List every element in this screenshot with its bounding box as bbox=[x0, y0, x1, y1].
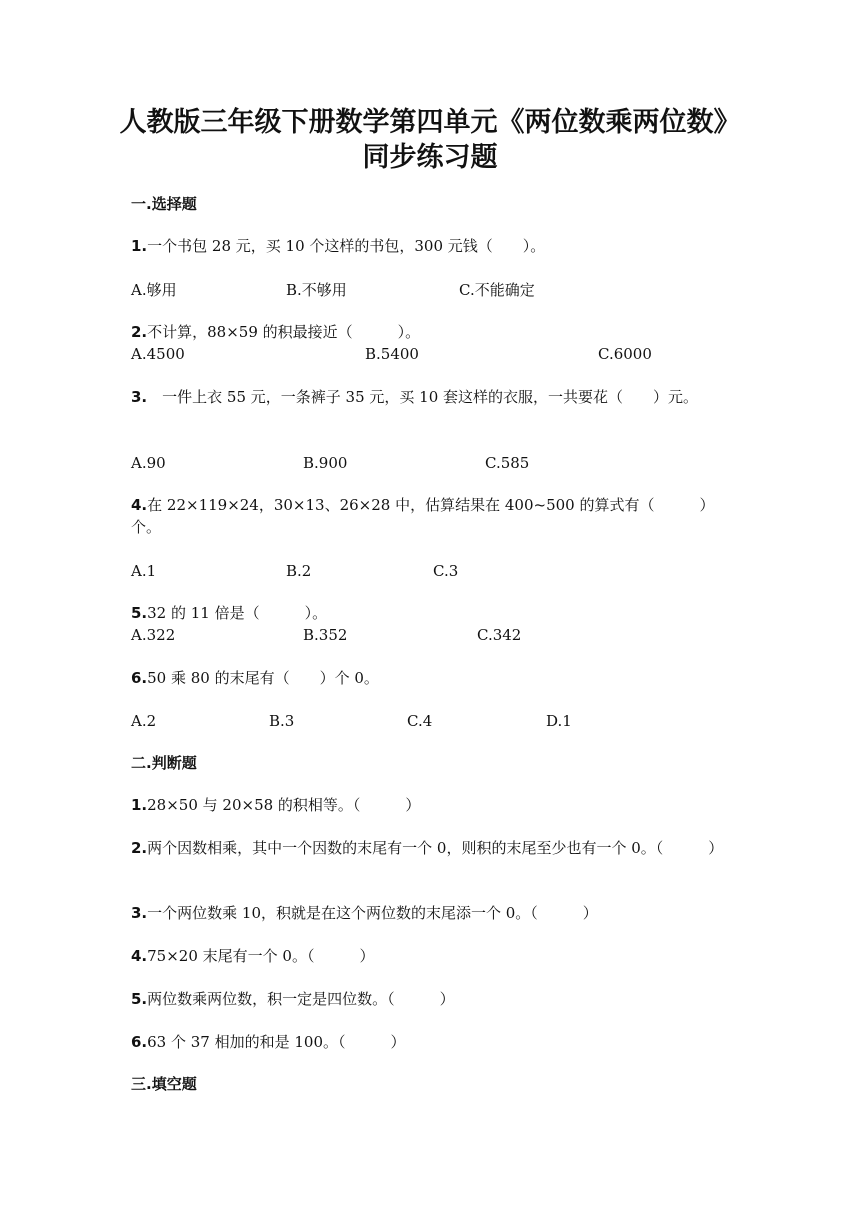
option-c: C.4 bbox=[407, 712, 433, 730]
question-text: 一件上衣 55 元，一条裤子 35 元，买 10 套这样的衣服，一共要花（ ）元。 bbox=[147, 388, 699, 406]
option-b: B.3 bbox=[269, 712, 295, 730]
question-number: 4. bbox=[131, 947, 148, 965]
question-text: 在 22×119×24，30×13、26×28 中，估算结果在 400~500 的算式有（ ）个。 bbox=[131, 496, 715, 536]
question-number: 5. bbox=[131, 604, 148, 622]
question-text: 75×20 末尾有一个 0。（ ） bbox=[147, 947, 375, 965]
question-number: 2. bbox=[131, 839, 148, 857]
question-number: 6. bbox=[131, 669, 148, 687]
question bbox=[131, 794, 741, 816]
section-heading-choice: 一.选择题 bbox=[131, 195, 197, 213]
question-text: 28×50 与 20×58 的积相等。（ ） bbox=[147, 796, 421, 814]
option-a: A.90 bbox=[131, 454, 166, 472]
question-number: 1. bbox=[131, 237, 148, 255]
option-b: B.900 bbox=[303, 454, 348, 472]
section-heading-fill-in: 三.填空题 bbox=[131, 1075, 197, 1093]
question-number: 5. bbox=[131, 990, 148, 1008]
option-b: B.5400 bbox=[365, 345, 419, 363]
question-number: 4. bbox=[131, 496, 148, 514]
option-d: D.1 bbox=[546, 712, 572, 730]
page-title-line-1: 人教版三年级下册数学第四单元《两位数乘两位数》 bbox=[119, 107, 741, 138]
question bbox=[131, 1031, 741, 1053]
question-text: 两位数乘两位数，积一定是四位数。（ ） bbox=[147, 990, 455, 1008]
question-number: 3. bbox=[131, 904, 148, 922]
option-b: B.352 bbox=[303, 626, 348, 644]
option-a: A.2 bbox=[131, 712, 157, 730]
option-a: A.够用 bbox=[131, 281, 177, 299]
question bbox=[131, 386, 741, 408]
question-number: 6. bbox=[131, 1033, 148, 1051]
question-text: 63 个 37 相加的和是 100。（ ） bbox=[147, 1033, 406, 1051]
section-heading-judgement: 二.判断题 bbox=[131, 754, 197, 772]
question-text: 不计算，88×59 的积最接近（ ）。 bbox=[147, 323, 421, 341]
option-b: B.不够用 bbox=[286, 281, 347, 299]
question-text: 32 的 11 倍是（ ）。 bbox=[147, 604, 328, 622]
option-b: B.2 bbox=[286, 562, 312, 580]
option-a: A.1 bbox=[131, 562, 157, 580]
option-a: A.4500 bbox=[131, 345, 185, 363]
option-c: C.6000 bbox=[598, 345, 652, 363]
question bbox=[131, 494, 741, 538]
question bbox=[131, 945, 741, 967]
option-c: C.342 bbox=[477, 626, 522, 644]
question bbox=[131, 902, 741, 924]
question-text: 一个书包 28 元，买 10 个这样的书包，300 元钱（ ）。 bbox=[147, 237, 546, 255]
question-text: 50 乘 80 的末尾有（ ）个 0。 bbox=[147, 669, 379, 687]
question-number: 1. bbox=[131, 796, 148, 814]
question bbox=[131, 667, 741, 689]
option-c: C.3 bbox=[433, 562, 459, 580]
question-text: 两个因数相乘，其中一个因数的末尾有一个 0，则积的末尾至少也有一个 0。（ ） bbox=[147, 839, 724, 857]
option-c: C.585 bbox=[485, 454, 530, 472]
question bbox=[131, 602, 741, 624]
option-c: C.不能确定 bbox=[459, 281, 535, 299]
option-a: A.322 bbox=[131, 626, 176, 644]
question-text: 一个两位数乘 10，积就是在这个两位数的末尾添一个 0。（ ） bbox=[147, 904, 598, 922]
question-number: 2. bbox=[131, 323, 148, 341]
page-title-line-2: 同步练习题 bbox=[362, 142, 498, 173]
question bbox=[131, 321, 741, 343]
question-number: 3. bbox=[131, 388, 148, 406]
question bbox=[131, 837, 741, 859]
question bbox=[131, 988, 741, 1010]
question bbox=[131, 235, 741, 257]
